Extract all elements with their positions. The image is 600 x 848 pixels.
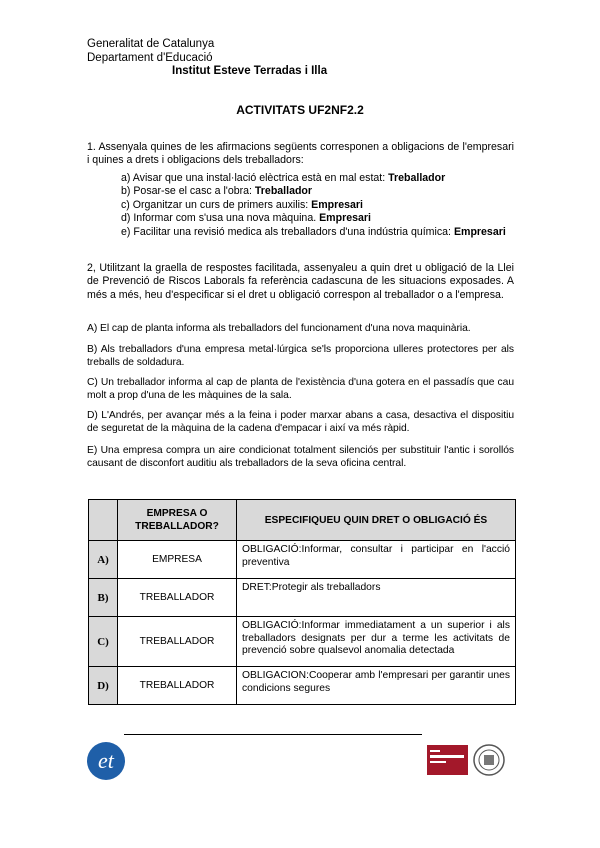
table-row <box>89 667 516 705</box>
row-spec: OBLIGACIÓ:Informar, consultar i participar en l'acció preventiva <box>237 541 516 579</box>
table-header-spec: ESPECIFIQUEU QUIN DRET O OBLIGACIÓ ÉS <box>237 500 516 541</box>
header-school: Institut Esteve Terradas i Illa <box>172 65 328 77</box>
row-spec: OBLIGACIÓ:Informar immediatament a un superior i als treballadors designats per dur a terme les activitats de prevenció sobre qualsevol anomalia detectada <box>237 617 516 667</box>
case-a: A) El cap de planta informa als treballadors del funcionament d'una nova maquinària. <box>87 323 471 334</box>
case-e: E) Una empresa compra un aire condicionat totalment silenciós per substituir l'antic i sorollós causant de disconfort auditiu als treballadors de la seva oficina central. <box>87 445 514 469</box>
question-1-list <box>121 172 514 239</box>
answer-table <box>88 499 516 705</box>
footer-rule <box>124 734 422 735</box>
q1-answer-c: Empresari <box>311 198 363 211</box>
row-who: TREBALLADOR <box>118 617 237 667</box>
q1-answer-d: Empresari <box>319 212 371 225</box>
row-spec: OBLIGACION:Cooperar amb l'empresari per garantir unes condicions segures <box>237 667 516 705</box>
q1-item-e: e) Facilitar una revisió medica als treballadors d'una indústria química: Empresari <box>121 225 506 238</box>
row-who: TREBALLADOR <box>118 579 237 617</box>
table-header-row <box>89 500 516 541</box>
table-header-blank <box>89 500 118 541</box>
header-generalitat: Generalitat de Catalunya <box>87 38 215 50</box>
case-d: D) L'Andrés, per avançar més a la feina i poder marxar abans a casa, desactiva el dispositiu de seguretat de la màquina de la cadena d'empacar i així va més ràpid. <box>87 410 514 434</box>
certification-logo <box>427 742 510 778</box>
et-logo-icon <box>86 741 126 781</box>
case-c: C) Un treballador informa al cap de planta de l'existència d'una gotera en el passadís que cau molt a prop d'una de les màquines de la sala. <box>87 377 514 401</box>
table-row <box>89 541 516 579</box>
q1-answer-e: Empresari <box>453 225 506 238</box>
q1-item-a: a) Avisar que una instal·lació elèctrica està en mal estat: Treballador <box>121 172 446 184</box>
certification-seal-icon <box>427 742 510 778</box>
table-header-who: EMPRESA O TREBALLADOR? <box>118 500 237 541</box>
question-2-prompt: 2, Utilitzant la graella de respostes facilitada, assenyaleu a quin dret u obligació de la Llei de Prevenció de Riscos Laborals fa referència cadascuna de les situacions exposades. A més a més, heu d'especificar si el dret u obligació correspon al treballador o a l'empresa. <box>87 262 514 301</box>
table-row <box>89 617 516 667</box>
row-spec: DRET:Protegir als treballadors <box>237 579 516 617</box>
table-row <box>89 579 516 617</box>
header-department: Departament d'Educació <box>87 52 213 64</box>
svg-text:et: et <box>98 748 114 773</box>
case-b: B) Als treballadors d'una empresa metal·lúrgica se'ls proporciona ulleres protectores per als treballs de soldadura. <box>87 344 514 368</box>
question-1-prompt: 1. Assenyala quines de les afirmacions següents corresponen a obligacions de l'empresari i quines a drets i obligacions dels treballadors: <box>87 141 514 167</box>
school-logo <box>86 741 126 781</box>
row-letter: D) <box>89 667 118 705</box>
q1-item-b: b) Posar-se el casc a l'obra: Treballador <box>121 185 313 198</box>
row-who: EMPRESA <box>118 541 237 579</box>
row-letter: A) <box>89 541 118 579</box>
q1-item-d: d) Informar com s'usa una nova màquina. Empresari <box>121 212 371 225</box>
row-who: TREBALLADOR <box>118 667 237 705</box>
row-letter: C) <box>89 617 118 667</box>
row-letter: B) <box>89 579 118 617</box>
q1-answer-b: Treballador <box>254 185 313 198</box>
q1-answer-a: Treballador <box>388 172 446 184</box>
q1-item-c: c) Organitzar un curs de primers auxilis: Empresari <box>121 198 363 211</box>
page-title: ACTIVITATS UF2NF2.2 <box>236 103 364 117</box>
